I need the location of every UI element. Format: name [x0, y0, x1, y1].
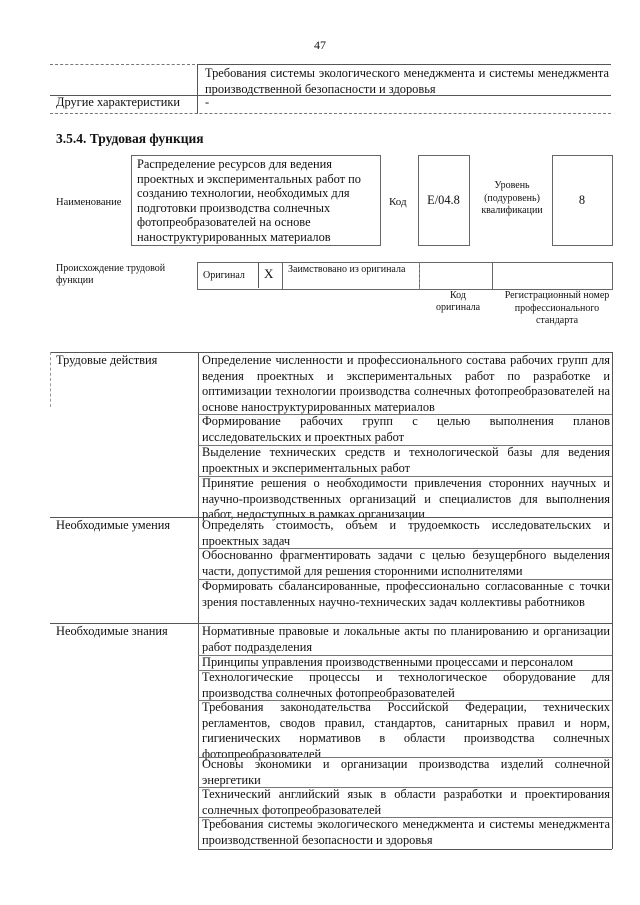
other-characteristics-label: Другие характеристики [56, 95, 181, 109]
knowledge-item: Технический английский язык в области разработки и проектирования солнечных фотопреобразователей [202, 787, 610, 817]
reg-number-label: Регистрационный номер профессионального стандарта [504, 290, 610, 326]
section-title: 3.5.4. Трудовая функция [56, 131, 204, 146]
reg-number-box [492, 262, 613, 290]
table-border [198, 849, 612, 850]
knowledge-item: Требования системы экологического менеджмента и системы менеджмента производственной безопасности и здоровья [202, 817, 610, 847]
labor-action-item: Определение численности и профессионального состава рабочих групп для ведения проектных и экспериментальных работ по разработке и оптимизации технологии производства солнечных фотопреобразователей на основе наноструктурированных материалов [202, 353, 610, 414]
origin-label: Происхождение трудовой функции [56, 263, 166, 286]
skill-item: Обоснованно фрагментировать задачи с целью безущербного выделения части, допустимой для решения сторонними исполнителями [202, 548, 610, 578]
name-value: Распределение ресурсов для ведения проектных и экспериментальных работ по созданию технологии, необходимых для подготовки производства солнечных фотопреобразователей на основе наноструктурированных материалов [137, 157, 362, 244]
other-characteristics-value: - [205, 95, 210, 109]
original-mark: X [264, 266, 274, 281]
knowledge-label: Необходимые знания [56, 624, 168, 638]
page-number: 47 [314, 38, 326, 52]
labor-action-item: Принятие решения о необходимости привлечения сторонних научных и научно-производственных организаций и специалистов для выполнения работ, недоступных в рамках организации [202, 476, 610, 522]
knowledge-item: Технологические процессы и технологическое оборудование для производства солнечных фотопреобразователей [202, 670, 610, 700]
skill-item: Формировать сбалансированные, профессионально согласованные с точки зрения поставленных научно-технических задач коллективы работников [202, 579, 610, 609]
table-border [50, 113, 611, 114]
table-border [612, 352, 613, 849]
table-border [198, 352, 199, 849]
table-border [258, 263, 259, 288]
knowledge-item: Принципы управления производственными процессами и персоналом [202, 655, 574, 669]
skill-item: Определять стоимость, объем и трудоемкость исследовательских и проектных задач [202, 518, 610, 548]
table-border [50, 64, 195, 65]
knowledge-item: Основы экономики и организации производства изделий солнечной энергетики [202, 757, 610, 787]
code-original-box [419, 262, 493, 290]
name-label: Наименование [56, 197, 122, 208]
labor-action-item: Выделение технических средств и технологической базы для ведения проектных и экспериментальных работ [202, 445, 610, 475]
original-label: Оригинал [203, 270, 245, 281]
level-label: Уровень (подуровень) квалификации [481, 180, 543, 216]
code-label: Код [389, 196, 407, 208]
knowledge-item: Нормативные правовые и локальные акты по планированию и организации работ подразделения [202, 624, 610, 654]
knowledge-item: Требования законодательства Российской Федерации, технических регламентов, сводов правил, стандартов, санитарных правил и норм, гигиенических нормативов в области производства солнечных фотопреобразователей [202, 700, 610, 761]
labor-action-item: Формирование рабочих групп с целью выполнения планов исследовательских и проектных работ [202, 414, 610, 444]
borrowed-label: Заимствовано из оригинала [288, 264, 406, 275]
labor-actions-label: Трудовые действия [56, 353, 158, 367]
skills-label: Необходимые умения [56, 518, 171, 532]
requirement-text: Требования системы экологического менеджмента и системы менеджмента производственной безопасности и здоровья [205, 66, 609, 96]
table-border [50, 352, 51, 407]
code-original-label: Код оригинала [435, 290, 481, 313]
table-border [197, 64, 611, 65]
code-value: E/04.8 [427, 193, 460, 207]
level-value: 8 [578, 193, 586, 207]
table-border [197, 64, 198, 114]
